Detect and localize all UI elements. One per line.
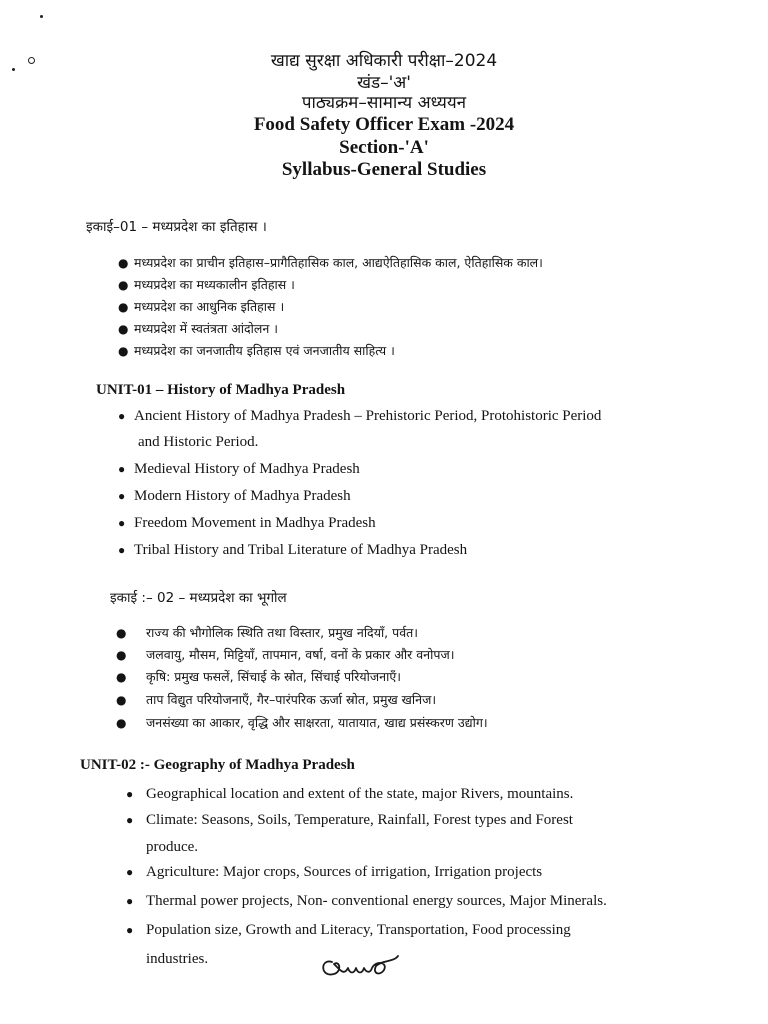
bullet-icon: ● <box>118 322 129 336</box>
english-syllabus-title: Syllabus-General Studies <box>281 159 487 180</box>
hindi-section-title: खंड–'अ' <box>357 73 411 93</box>
bullet-icon: ● <box>118 489 126 503</box>
english-exam-title: Food Safety Officer Exam -2024 <box>253 114 515 135</box>
bullet-icon: ● <box>118 543 126 557</box>
bullet-icon: ● <box>116 693 127 707</box>
bullet-icon: ● <box>116 626 127 640</box>
bullet-icon: ● <box>126 894 134 908</box>
list-item-continuation: and Historic Period. <box>138 434 259 450</box>
hindi-syllabus-title: पाठ्यक्रम–सामान्य अध्ययन <box>301 93 467 113</box>
bullet-icon: ● <box>118 256 129 270</box>
list-item: ● Tribal History and Tribal Literature of Madhya Pradesh <box>118 542 468 558</box>
unit2-english-heading: UNIT-02 :- Geography of Madhya Pradesh <box>80 757 355 773</box>
list-item: ● जलवायु, मौसम, मिट्टियाँ, तापमान, वर्षा, वनों के प्रकार और वनोपज। <box>116 647 455 662</box>
list-item: ● Geographical location and extent of the state, major Rivers, mountains. <box>126 786 574 802</box>
bullet-icon: ● <box>118 516 126 530</box>
bullet-icon: ● <box>126 787 134 801</box>
list-item: ● Freedom Movement in Madhya Pradesh <box>118 515 376 531</box>
list-item: ● Ancient History of Madhya Pradesh – Prehistoric Period, Protohistoric Period <box>118 408 602 424</box>
list-item: ● मध्यप्रदेश में स्वतंत्रता आंदोलन । <box>118 321 279 336</box>
list-item: ● जनसंख्या का आकार, वृद्धि और साक्षरता, यातायात, खाद्य प्रसंस्करण उद्योग। <box>116 715 488 730</box>
list-item: ● Modern History of Madhya Pradesh <box>118 488 351 504</box>
handwritten-signature <box>318 948 418 984</box>
bullet-icon: ● <box>126 923 134 937</box>
bullet-icon: ● <box>126 865 134 879</box>
list-item: ● मध्यप्रदेश का प्राचीन इतिहास–प्रागैतिहासिक काल, आद्यऐतिहासिक काल, ऐतिहासिक काल। <box>118 255 543 270</box>
list-item: ● मध्यप्रदेश का मध्यकालीन इतिहास । <box>118 277 295 292</box>
bullet-icon: ● <box>118 300 129 314</box>
unit2-hindi-heading: इकाई :– 02 – मध्यप्रदेश का भूगोल <box>110 590 287 606</box>
list-item: ● मध्यप्रदेश का आधुनिक इतिहास । <box>118 299 285 314</box>
bullet-icon: ● <box>116 716 127 730</box>
scan-speck <box>40 15 43 18</box>
list-item: ● कृषि: प्रमुख फसलें, सिंचाई के स्रोत, सिंचाई परियोजनाएँ। <box>116 669 401 684</box>
list-item: ● मध्यप्रदेश का जनजातीय इतिहास एवं जनजातीय साहित्य । <box>118 343 395 358</box>
bullet-icon: ● <box>118 344 129 358</box>
english-section-title: Section-'A' <box>339 137 429 158</box>
hindi-exam-title: खाद्य सुरक्षा अधिकारी परीक्षा–2024 <box>270 51 498 71</box>
list-item-continuation: produce. <box>146 839 199 855</box>
unit1-hindi-heading: इकाई–01 – मध्यप्रदेश का इतिहास । <box>86 219 267 235</box>
bullet-icon: ● <box>126 813 134 827</box>
bullet-icon: ● <box>118 462 126 476</box>
list-item-continuation: industries. <box>146 951 209 967</box>
list-item: ● Medieval History of Madhya Pradesh <box>118 461 360 477</box>
bullet-icon: ● <box>118 278 129 292</box>
list-item: ● Agriculture: Major crops, Sources of irrigation, Irrigation projects <box>126 864 543 880</box>
list-item: ● Thermal power projects, Non- conventional energy sources, Major Minerals. <box>126 893 607 909</box>
list-item: ● Climate: Seasons, Soils, Temperature, Rainfall, Forest types and Forest <box>126 812 573 828</box>
list-item: ● ताप विद्युत परियोजनाएँ, गैर–पारंपरिक ऊर्जा स्रोत, प्रमुख खनिज। <box>116 692 437 707</box>
bullet-icon: ● <box>116 670 127 684</box>
list-item: ● राज्य की भौगोलिक स्थिति तथा विस्तार, प्रमुख नदियाँ, पर्वत। <box>116 625 419 640</box>
bullet-icon: ● <box>116 648 127 662</box>
list-item: ● Population size, Growth and Literacy, Transportation, Food processing <box>126 922 571 938</box>
unit1-english-heading: UNIT-01 – History of Madhya Pradesh <box>96 382 346 398</box>
bullet-icon: ● <box>118 409 126 423</box>
